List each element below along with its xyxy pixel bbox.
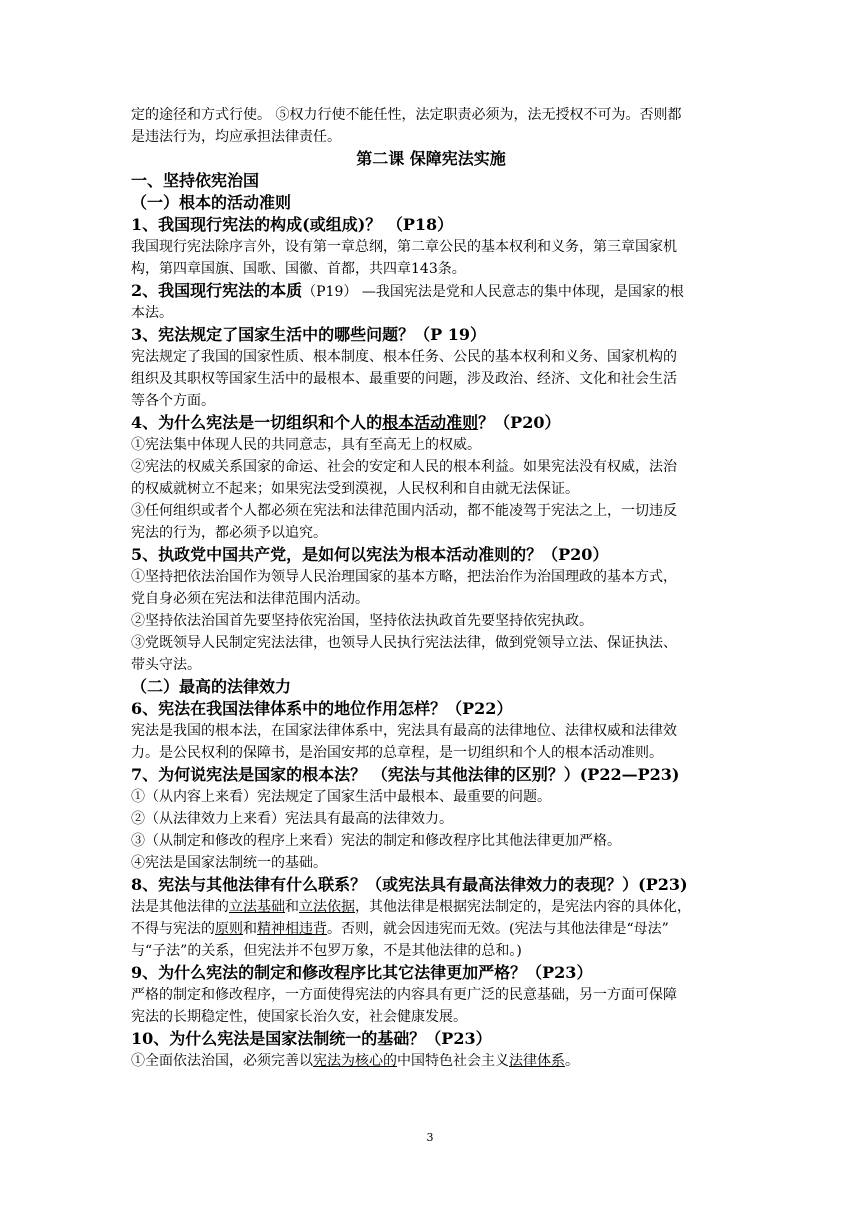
paragraph-line bbox=[131, 104, 731, 126]
paragraph-line bbox=[131, 500, 731, 522]
question-heading bbox=[131, 962, 731, 984]
line-text: ④宪法是国家法制统一的基础。 bbox=[131, 855, 327, 871]
underlined-keyword: 根本活动准则 bbox=[382, 413, 479, 432]
question-heading bbox=[131, 412, 731, 434]
question-heading bbox=[131, 214, 731, 236]
question-text: 1、我国现行宪法的构成(或组成)？ bbox=[131, 215, 387, 234]
section-heading bbox=[131, 192, 731, 214]
paragraph-line bbox=[131, 346, 731, 368]
question-text: 8、宪法与其他法律有什么联系？（或宪法具有最高法律效力的表现？） bbox=[131, 875, 639, 894]
line-text: 和 bbox=[243, 921, 257, 937]
question-heading bbox=[131, 544, 731, 566]
line-text: 定的途径和方式行使。 ⑤权力行使不能任性，法定职责必须为，法无授权不可为。否则都 bbox=[131, 107, 682, 123]
question-heading bbox=[131, 280, 731, 302]
paragraph-line bbox=[131, 1006, 731, 1028]
question-heading bbox=[131, 1028, 731, 1050]
paragraph-line bbox=[131, 434, 731, 456]
line-text: 与“子法”的关系，但宪法并不包罗万象，不是其他法律的总和。) bbox=[131, 943, 522, 959]
paragraph-line bbox=[131, 566, 731, 588]
line-text: 严格的制定和修改程序，一方面使得宪法的内容具有更广泛的民意基础，另一方面可保障 bbox=[131, 987, 677, 1003]
line-text: 本法。 bbox=[131, 305, 173, 321]
line-text: 不得与宪法的 bbox=[131, 921, 215, 937]
lesson-title bbox=[131, 148, 731, 170]
paragraph-line bbox=[131, 852, 731, 874]
line-text: 的权威就树立不起来；如果宪法受到漠视，人民权利和自由就无法保证。 bbox=[131, 481, 579, 497]
page-reference: (P22—P23) bbox=[579, 765, 680, 784]
page-reference: （P23） bbox=[526, 963, 593, 982]
paragraph-line bbox=[131, 720, 731, 742]
line-text: ①宪法集中体现人民的共同意志，具有至高无上的权威。 bbox=[131, 437, 481, 453]
line-text: 法是其他法律的 bbox=[131, 899, 229, 915]
underlined-keyword: 法律体系 bbox=[509, 1053, 565, 1069]
line-text: ②坚持依法治国首先要坚持依宪治国，坚持依法执政首先要坚持依宪执政。 bbox=[131, 613, 593, 629]
page-reference: （P20） bbox=[494, 413, 561, 432]
page-reference: （P20） bbox=[542, 545, 609, 564]
line-text: 宪法是我国的根本法，在国家法律体系中，宪法具有最高的法律地位、法律权威和法律效 bbox=[131, 723, 677, 739]
paragraph-line bbox=[131, 302, 731, 324]
line-text: 中国特色社会主义 bbox=[397, 1053, 509, 1069]
underlined-keyword: 宪法为核心的 bbox=[313, 1053, 397, 1069]
underlined-keyword: 立法依据 bbox=[299, 899, 355, 915]
line-text: 和 bbox=[285, 899, 299, 915]
paragraph-line bbox=[131, 940, 731, 962]
underlined-keyword: 立法基础 bbox=[229, 899, 285, 915]
line-text: 宪法规定了我国的国家性质、根本制度、根本任务、公民的基本权利和义务、国家机构的 bbox=[131, 349, 677, 365]
line-text: ，其他法律是根据宪法制定的，是宪法内容的具体化， bbox=[355, 899, 691, 915]
paragraph-line bbox=[131, 632, 731, 654]
page-reference: (P23) bbox=[638, 875, 688, 894]
paragraph-line bbox=[131, 368, 731, 390]
paragraph-line bbox=[131, 390, 731, 412]
paragraph-line bbox=[131, 896, 731, 918]
line-text: ②（从法律效力上来看）宪法具有最高的法律效力。 bbox=[131, 811, 453, 827]
page-number: 3 bbox=[426, 1131, 434, 1144]
question-heading bbox=[131, 874, 731, 896]
paragraph-line bbox=[131, 808, 731, 830]
line-text: ③（从制定和修改的程序上来看）宪法的制定和修改程序比其他法律更加严格。 bbox=[131, 833, 621, 849]
line-text: ①（从内容上来看）宪法规定了国家生活中最根本、最重要的问题。 bbox=[131, 789, 551, 805]
question-text: 4、为什么宪法是一切组织和个人的 bbox=[131, 413, 383, 432]
section-heading bbox=[131, 170, 731, 192]
paragraph-line bbox=[131, 918, 731, 940]
paragraph-line bbox=[131, 1050, 731, 1072]
paragraph-line bbox=[131, 786, 731, 808]
line-text: 宪法的行为，都必须予以追究。 bbox=[131, 525, 327, 541]
question-text: 2、我国现行宪法的本质 bbox=[131, 281, 303, 300]
section-heading-text: （二）最高的法律效力 bbox=[131, 677, 292, 696]
question-heading bbox=[131, 698, 731, 720]
paragraph-line bbox=[131, 522, 731, 544]
page-reference: （P 19） bbox=[414, 325, 487, 344]
paragraph-line bbox=[131, 126, 731, 148]
line-text: 。 bbox=[565, 1053, 579, 1069]
paragraph-line bbox=[131, 258, 731, 280]
line-text: ①坚持把依法治国作为领导人民治理国家的基本方略，把法治作为治国理政的基本方式， bbox=[131, 569, 677, 585]
section-heading-text: （一）根本的活动准则 bbox=[131, 193, 292, 212]
page-content bbox=[131, 104, 731, 1072]
question-text: 10、为什么宪法是国家法制统一的基础？ bbox=[131, 1029, 426, 1048]
question-text: 6、宪法在我国法律体系中的地位作用怎样？ bbox=[131, 699, 447, 718]
paragraph-line bbox=[131, 610, 731, 632]
paragraph-line bbox=[131, 654, 731, 676]
line-text: 组织及其职权等国家生活中的最根本、最重要的问题，涉及政治、经济、文化和社会生活 bbox=[131, 371, 677, 387]
paragraph-line bbox=[131, 742, 731, 764]
section-heading bbox=[131, 676, 731, 698]
page-reference: （P23） bbox=[425, 1029, 492, 1048]
underlined-keyword: 原则 bbox=[215, 921, 243, 937]
line-text: 构，第四章国旗、国歌、国徽、首都，共四章143条。 bbox=[131, 261, 466, 277]
question-text: 3、宪法规定了国家生活中的哪些问题？ bbox=[131, 325, 415, 344]
line-text: ③党既领导人民制定宪法法律，也领导人民执行宪法法律，做到党领导立法、保证执法、 bbox=[131, 635, 677, 651]
page-reference: （P18） bbox=[386, 215, 454, 234]
line-text: 。否则，就会因违宪而无效。(宪法与其他法律是“母法” bbox=[327, 921, 669, 937]
line-text: 等各个方面。 bbox=[131, 393, 215, 409]
line-text: 党自身必须在宪法和法律范围内活动。 bbox=[131, 591, 369, 607]
paragraph-line bbox=[131, 588, 731, 610]
section-heading-text: 一、坚持依宪治国 bbox=[131, 171, 260, 190]
underlined-keyword: 精神相违背 bbox=[257, 921, 327, 937]
paragraph-line bbox=[131, 456, 731, 478]
paragraph-line bbox=[131, 478, 731, 500]
line-text: 带头守法。 bbox=[131, 657, 201, 673]
question-text: 9、为什么宪法的制定和修改程序比其它法律更加严格？ bbox=[131, 963, 527, 982]
line-text: ①全面依法治国，必须完善以 bbox=[131, 1053, 313, 1069]
page-reference: （P22） bbox=[446, 699, 513, 718]
line-text: 宪法的长期稳定性，使国家长治久安，社会健康发展。 bbox=[131, 1009, 467, 1025]
question-text: 5、执政党中国共产党，是如何以宪法为根本活动准则的？ bbox=[131, 545, 543, 564]
line-text: 力。是公民权利的保障书，是治国安邦的总章程，是一切组织和个人的根本活动准则。 bbox=[131, 745, 663, 761]
question-heading bbox=[131, 764, 731, 786]
line-text: 是违法行为，均应承担法律责任。 bbox=[131, 129, 341, 145]
paragraph-line bbox=[131, 830, 731, 852]
line-text: 我国现行宪法除序言外，设有第一章总纲，第二章公民的基本权利和义务，第三章国家机 bbox=[131, 239, 677, 255]
question-heading bbox=[131, 324, 731, 346]
answer-text: （P19） —我国宪法是党和人民意志的集中体现，是国家的根 bbox=[302, 284, 684, 300]
line-text: ②宪法的权威关系国家的命运、社会的安定和人民的根本利益。如果宪法没有权威，法治 bbox=[131, 459, 677, 475]
line-text: ③任何组织或者个人都必须在宪法和法律范围内活动，都不能凌驾于宪法之上，一切违反 bbox=[131, 503, 677, 519]
paragraph-line bbox=[131, 236, 731, 258]
lesson-title-text: 第二课 保障宪法实施 bbox=[356, 149, 506, 168]
paragraph-line bbox=[131, 984, 731, 1006]
question-text: ？ bbox=[478, 413, 495, 432]
question-text: 7、为何说宪法是国家的根本法？ （宪法与其他法律的区别？） bbox=[131, 765, 580, 784]
